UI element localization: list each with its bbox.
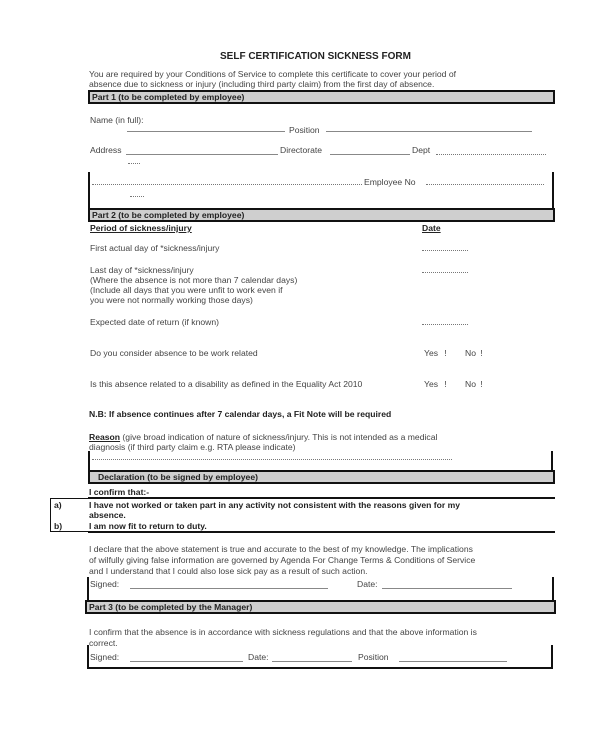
confirm-label: I confirm that:- [89, 487, 150, 497]
dept-input-line[interactable] [436, 154, 546, 155]
divider [88, 497, 555, 499]
intro-line-2: absence due to sickness or injury (including third party claim) from the first day of absence. [89, 79, 435, 89]
checkbox-icon[interactable]: ! [444, 348, 447, 358]
last-day-note-2: (Include all days that you were unfit to work even if [90, 285, 283, 295]
manager-box-right [551, 645, 553, 669]
declaration-header [88, 470, 555, 484]
first-day-date-input[interactable] [422, 250, 468, 251]
reason-instructions [89, 432, 437, 442]
manager-date-input[interactable] [272, 661, 352, 662]
intro-line-1: You are required by your Conditions of Service to complete this certificate to cover your period of [89, 69, 457, 79]
address-continuation [128, 163, 140, 164]
part2-header-text: Part 2 (to be completed by employee) [92, 210, 245, 220]
checkbox-icon[interactable]: ! [444, 379, 447, 389]
first-day-label: First actual day of *sickness/injury [90, 243, 220, 253]
last-day-note-3: you were not normally working those days) [90, 295, 253, 305]
disability-question: Is this absence related to a disability as defined in the Equality Act 2010 [90, 379, 363, 389]
signature-box-left [87, 577, 89, 601]
address-label: Address [90, 145, 122, 155]
position-input-line[interactable] [326, 131, 532, 132]
item-a-text-2: absence. [89, 510, 126, 520]
period-heading: Period of sickness/injury [90, 223, 192, 233]
reason-box-right [551, 451, 553, 471]
reason-label: Reason [89, 432, 121, 442]
directorate-label: Directorate [280, 145, 323, 155]
no-label: No [465, 348, 476, 358]
checkbox-icon[interactable]: ! [480, 379, 483, 389]
part3-header-text: Part 3 (to be completed by the Manager) [89, 602, 253, 612]
item-a-text: I have not worked or taken part in any activity not consistent with the reasons given for my [89, 500, 461, 510]
manager-confirm-line-1: I confirm that the absence is in accordance with sickness regulations and that the above information is [89, 627, 477, 637]
divider [88, 531, 555, 533]
manager-position-label: Position [358, 652, 389, 662]
last-day-label: Last day of *sickness/injury [90, 265, 194, 275]
form-title: SELF CERTIFICATION SICKNESS FORM [220, 51, 411, 62]
manager-box-left [87, 645, 89, 669]
item-b-label: b) [54, 521, 63, 531]
last-day-note-1: (Where the absence is not more than 7 calendar days) [90, 275, 298, 285]
declaration-header-text: Declaration (to be signed by employee) [98, 472, 258, 482]
disability-yes-option[interactable] [424, 379, 447, 389]
disability-no-option[interactable] [465, 379, 483, 389]
fit-note-notice: N.B: If absence continues after 7 calendar days, a Fit Note will be required [89, 409, 392, 419]
part2-header [88, 208, 555, 222]
work-related-question: Do you consider absence to be work related [90, 348, 258, 358]
work-related-no-option[interactable] [465, 348, 483, 358]
part3-header [85, 600, 556, 614]
reason-text: (give broad indication of nature of sickness/injury. This is not intended as a medical [120, 432, 438, 442]
employee-extra-line[interactable] [92, 184, 362, 185]
address-input-line[interactable] [126, 154, 278, 155]
reason-text-2: diagnosis (if third party claim e.g. RTA please indicate) [89, 442, 296, 452]
directorate-input-line[interactable] [330, 154, 410, 155]
expected-return-label: Expected date of return (if known) [90, 317, 219, 327]
employee-date-label: Date: [357, 579, 378, 589]
position-label: Position [289, 125, 320, 135]
yes-label: Yes [424, 379, 439, 389]
statement-line-3: and I understand that I could also lose sick pay as a result of such action. [89, 566, 368, 576]
item-b-text: I am now fit to return to duty. [89, 521, 207, 531]
name-input-line[interactable] [127, 131, 285, 132]
manager-position-input[interactable] [399, 661, 507, 662]
part1-header-text: Part 1 (to be completed by employee) [92, 92, 245, 102]
employee-no-input-line[interactable] [426, 184, 544, 185]
work-related-yes-option[interactable] [424, 348, 447, 358]
no-label: No [465, 379, 476, 389]
reason-input-line[interactable] [92, 459, 452, 460]
employee-continuation [130, 196, 144, 197]
employee-no-label: Employee No [364, 177, 416, 187]
statement-line-1: I declare that the above statement is true and accurate to the best of my knowledge. The implications [89, 544, 473, 554]
manager-confirm-line-2: correct. [89, 638, 118, 648]
date-heading: Date [422, 223, 441, 233]
manager-signature-input[interactable] [130, 661, 243, 662]
employee-date-input[interactable] [382, 588, 512, 589]
reason-box-left [88, 451, 90, 471]
item-a-label: a) [54, 500, 62, 510]
box-left-border [88, 172, 90, 208]
yes-label: Yes [424, 348, 439, 358]
manager-signed-label: Signed: [90, 652, 120, 662]
expected-return-date-input[interactable] [422, 324, 468, 325]
statement-line-2: of wilfully giving false information are governed by Agenda For Change Terms & Conditions of Service [89, 555, 476, 565]
signature-box-right [552, 577, 554, 601]
employee-signed-label: Signed: [90, 579, 120, 589]
dept-label: Dept [412, 145, 431, 155]
manager-date-label: Date: [248, 652, 269, 662]
last-day-date-input[interactable] [422, 272, 468, 273]
checkbox-icon[interactable]: ! [480, 348, 483, 358]
employee-signature-input[interactable] [130, 588, 328, 589]
name-label: Name (in full): [90, 115, 144, 125]
part1-header [88, 90, 555, 104]
manager-box-bottom [87, 667, 553, 669]
box-right-border [552, 172, 554, 208]
